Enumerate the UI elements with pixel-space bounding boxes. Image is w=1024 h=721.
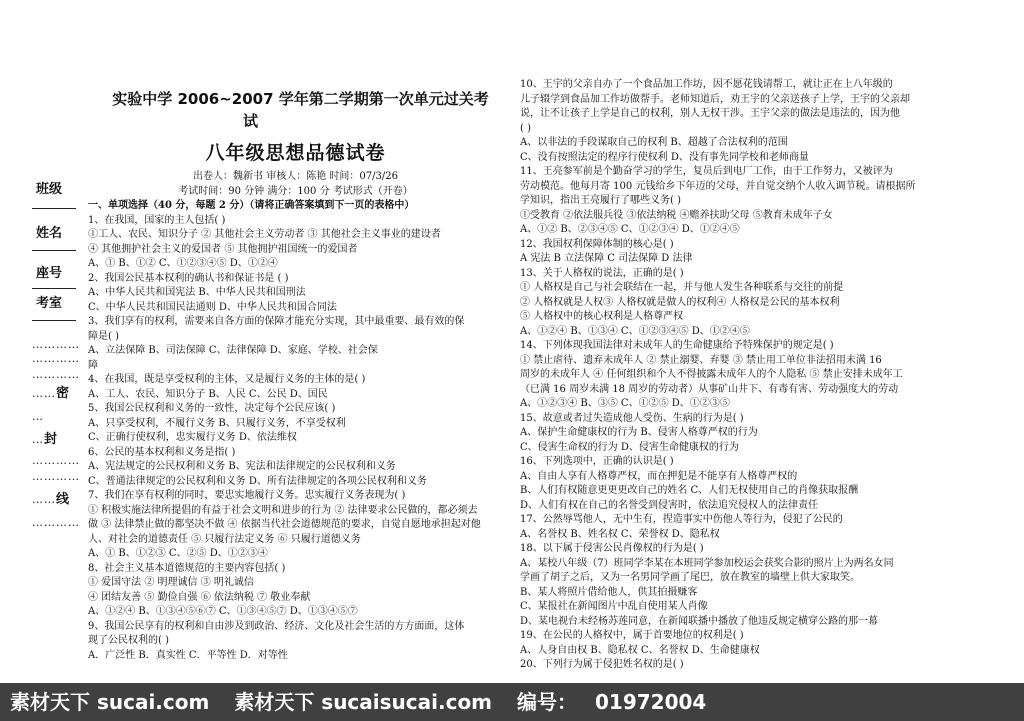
question-line: A、名誉权 B、姓名权 C、荣誉权 D、隐私权	[520, 528, 720, 540]
left-column	[88, 88, 503, 663]
question-line: 17、公然辱骂他人，无中生有，捏造事实中伤他人等行为，侵犯了公民的	[520, 514, 843, 525]
question-line: A、①②④ B、①③④⑤⑥⑦ C、①③④⑤⑦ D、①③④⑤⑦	[88, 606, 358, 617]
seal-dots-2: …………	[32, 352, 80, 365]
question-line: A、以非法的手段谋取自己的权利 B、超越了合法权利的范围	[520, 137, 788, 148]
question-line: 障是( )	[88, 330, 119, 342]
question-line: B、人们有权随意更更更改自己的姓名 C、人们无权使用自己的肖像获取报酬	[520, 485, 859, 496]
question-line: 8、社会主义基本道德规范的主要内容包括( )	[88, 562, 286, 574]
watermark-code: 01972004	[595, 690, 707, 714]
question-line: 6、公民的基本权利和义务是指( )	[88, 446, 236, 458]
question-line: ① 爱国守法 ② 明理诚信 ③ 明礼诚信	[88, 577, 254, 588]
question-line: A、① B、①② C、①②③④⑤ D、①②④	[88, 258, 278, 269]
question-line: A、①②④ B、①③④ C、①②③④⑤ D、①②④⑤	[520, 325, 750, 337]
question-line: （已满 16 周岁未满 18 周岁的劳动者）从事矿山井下、有毒有害、劳动强度大的劳动	[520, 383, 899, 395]
left-questions	[88, 214, 503, 664]
section-heading: 一、单项选择（40 分，每题 2 分）（请将正确答案填到下一页的表格中）	[88, 200, 415, 211]
question-line: 18、以下属于侵害公民肖像权的行为是( )	[520, 543, 704, 554]
seal-dots-4: …	[32, 410, 44, 423]
question-line: A、立法保障 B、司法保障 C、法律保障 D、家庭、学校、社会保	[88, 345, 378, 356]
question-line: 儿子辍学到食品加工作坊做帮手。老师知道后，劝王宇的父亲送孩子上学，王宇的父亲却	[520, 93, 910, 105]
question-line: A、工人、农民、知识分子 B、人民 C、公民 D、国民	[88, 388, 328, 400]
question-line: 14、下列体现我国法律对未成年人的生命健康给予特殊保护的规定是( )	[520, 340, 834, 351]
question-line: C、某报社在新闻图片中乱自使用某人肖像	[520, 601, 708, 612]
watermark-bar	[0, 683, 1024, 721]
question-line: ①受教育 ②依法服兵役 ③依法纳税 ④赡养扶助父母 ⑤教育未成年子女	[520, 209, 833, 221]
seal-dots-1: …………	[32, 338, 80, 351]
question-line: 4、在我国，既是享受权利的主体，又是履行义务的主体的是( )	[88, 374, 366, 385]
question-line: C、没有按照法定的程序行使权利 D、没有事先同学校和老师商量	[520, 151, 809, 163]
name-rule	[32, 250, 76, 251]
question-line: 现了公民权利的( )	[88, 635, 169, 646]
seal-dots-7: …………	[32, 516, 80, 529]
question-line: ( )	[520, 122, 531, 134]
question-line: A、某校八年级（7）班同学李某在本班同学参加校运会获奖合影的照片上为两名女同	[520, 557, 894, 569]
seat-rule	[32, 288, 76, 289]
question-line: ⑤ 人格权中的核心权利是人格尊严权	[520, 311, 684, 322]
watermark-site-2: 素材天下 sucaisucai.com	[234, 690, 493, 714]
question-line: A．广泛性 B．真实性 C．平等性 D．对等性	[88, 649, 288, 661]
question-line: 5、我国公民权利和义务的一致性，决定每个公民应该( )	[88, 403, 336, 414]
right-questions	[520, 78, 1005, 673]
question-line: A 宪法 B 立法保障 C 司法保障 D 法律	[520, 253, 693, 264]
watermark-code-label: 编号：	[517, 690, 577, 714]
question-line: D、某电视台未经杨苏莲同意，在新闻联播中播放了他违反规定横穿公路的那一幕	[520, 615, 879, 627]
question-line: A、①② B、②③④⑤ C、①②③④ D、①②④⑤	[520, 224, 740, 235]
exam-meta-authors: 出卷人：魏新书 审核人：陈艳 时间：07/3/26	[193, 171, 398, 182]
question-line: 障	[88, 359, 98, 371]
question-line: A、① B、①②③ C、②⑤ D、①②③④	[88, 548, 268, 559]
question-line: A、宪法规定的公民权利和义务 B、宪法和法律规定的公民权利和义务	[88, 461, 396, 472]
question-line: 20、下列行为属于侵犯姓名权的是( )	[520, 659, 684, 670]
room-label: 考室	[36, 296, 63, 311]
question-line: ①工人、农民、知识分子 ② 其他社会主义劳动者 ③ 其他社会主义事业的建设者	[88, 229, 441, 240]
seal-feng: …封	[32, 432, 59, 447]
class-rule	[32, 208, 76, 209]
question-line: 2、我国公民基本权利的确认书和保证书是 ( )	[88, 272, 289, 284]
question-line: ① 禁止虐待、遗弃未成年人 ② 禁止溺婴、弃婴 ③ 禁止用工单位非法招用未满 16	[520, 354, 882, 366]
name-label: 姓名	[36, 226, 63, 241]
question-line: 13、关于人格权的说法，正确的是( )	[520, 267, 684, 279]
question-line: A、人身自由权 B、隐私权 C、名誉权 D、生命健康权	[520, 644, 760, 656]
exam-meta-time: 考试时间：90 分钟 满分：100 分 考试形式（开卷）	[178, 186, 413, 197]
question-line: ④ 其他拥护社会主义的爱国者 ⑤ 其他拥护祖国统一的爱国者	[88, 243, 358, 255]
exam-title: 实验中学 2006~2007 学年第二学期第一次单元过关考 试	[112, 90, 489, 130]
watermark-site: 素材天下 sucai.com	[10, 690, 210, 714]
right-column	[520, 78, 1005, 673]
question-line: ① 人格权是自己与社会联结在一起，并与他人发生各种联系与交往的前提	[520, 282, 844, 293]
question-line: D、人们有权在自己的名誉受到侵害时，依法追究侵权人的法律责任	[520, 499, 819, 511]
exam-subject-title: 八年级思想品德试卷	[205, 142, 386, 164]
question-line: 人、对社会的道德责任 ⑤ 只履行法定义务 ⑥ 只履行道德义务	[88, 533, 361, 545]
question-line: ④ 团结友善 ⑤ 勤俭自强 ⑥ 依法纳税 ⑦ 敬业奉献	[88, 591, 311, 603]
question-line: C、侵害生命权的行为 D、侵害生命健康权的行为	[520, 441, 739, 453]
question-line: 说，让不让孩子上学是自己的权利，别人无权干涉。王宇父亲的做法是违法的，因为他	[520, 108, 900, 119]
question-line: 19、在公民的人格权中，属于首要地位的权利是( )	[520, 630, 744, 641]
question-line: A、自由人享有人格尊严权，而在押犯是不能享有人格尊严权的	[520, 470, 798, 482]
question-line: A、①②③④ B、③⑤ C、①②⑤ D、①②③⑤	[520, 398, 730, 409]
question-line: B、某人将照片借给他人，供其拍摄赚客	[520, 586, 698, 598]
seal-dots-5: …………	[32, 454, 80, 467]
class-label: 班级	[36, 182, 63, 197]
question-line: A、中华人民共和国宪法 B、中华人民共和国刑法	[88, 287, 306, 298]
question-line: C、普通法律规定的公民权利和义务 D、所有法律规定的各项公民权利和义务	[88, 475, 427, 487]
question-line: 9、我国公民享有的权利和自由涉及到政治、经济、文化及社会生活的方方面面，这体	[88, 620, 465, 632]
question-line: 12、我国权利保障体制的核心是( )	[520, 238, 674, 250]
question-line: 劳动模范。他每月寄 100 元钱给乡下年迈的父母，并自觉交纳个人收入调节税。请根据所	[520, 180, 916, 192]
question-line: 3、我们享有的权利，需要来自各方面的保障才能充分实现，其中最重要、最有效的保	[88, 316, 465, 327]
question-line: 7、我们在享有权利的同时，要忠实地履行义务。忠实履行义务表现为( )	[88, 490, 406, 501]
seat-label: 座号	[36, 266, 63, 281]
seal-dots-6: …………	[32, 470, 80, 483]
question-line: C、中华人民共和国民法通则 D、中华人民共和国合同法	[88, 301, 337, 313]
question-line: A、只享受权利，不履行义务 B、只履行义务，不享受权利	[88, 417, 346, 429]
seal-xian: ……线	[32, 492, 71, 507]
question-line: 16、下列选项中，正确的认识是( )	[520, 456, 674, 467]
binding-margin	[26, 170, 86, 590]
question-line: A、保护生命健康权的行为 B、侵害人格尊严权的行为	[520, 427, 758, 438]
question-line: 15、故意或者过失造成他人受伤、生病的行为是( )	[520, 412, 744, 424]
room-rule	[32, 320, 76, 321]
question-line: 学知识，指出王亮履行了哪些义务( )	[520, 195, 681, 206]
question-line: 周岁的未成年人 ④ 任何组织和个人不得披露未成年人的个人隐私 ⑤ 禁止安排未成年工	[520, 369, 903, 380]
question-line: C、正确行使权利，忠实履行义务 D、依法维权	[88, 432, 297, 443]
question-line: ② 人格权就是人权③ 人格权就是做人的权利④ 人格权是公民的基本权利	[520, 296, 840, 308]
question-line: 学画了胡子之后，又为一名男同学画了尾巴，放在教室的墙壁上供大家取笑。	[520, 572, 860, 583]
seal-dots-3: …………	[32, 368, 80, 381]
question-line: 10、王宇的父亲自办了一个食品加工作坊，因不愿花钱请帮工，就让正在上八年级的	[520, 79, 893, 90]
question-line: 1、在我国，国家的主人包括( )	[88, 214, 226, 226]
question-line: 11、王亮参军前是个勤奋学习的学生，复员后到电厂工作，由于工作努力，又被评为	[520, 166, 893, 177]
seal-mi: ……密	[32, 386, 71, 401]
question-line: 做 ③ 法律禁止做的都坚决不做 ④ 依据当代社会道德规范的要求，自觉自愿地承担起对他	[88, 519, 481, 530]
question-line: ① 积极实施法律所提倡的有益于社会文明和进步的行为 ② 法律要求公民做的，都必须去	[88, 504, 478, 516]
